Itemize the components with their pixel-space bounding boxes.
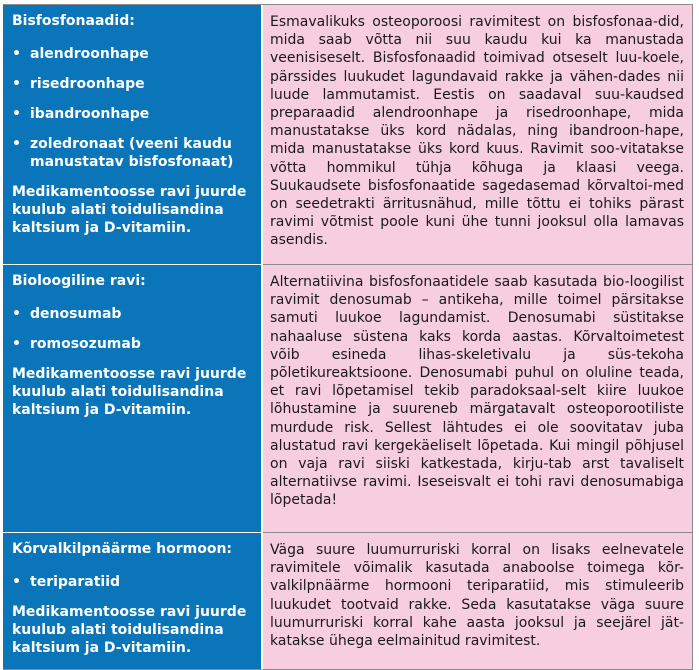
- drug-list: [12, 305, 253, 353]
- drug-group-title: Bisfosfonaadid:: [12, 13, 135, 29]
- drug-group-cell: [3, 533, 263, 670]
- drug-group-title: Bioloogiline ravi:: [12, 273, 146, 289]
- drug-item: • denosumab: [12, 305, 253, 323]
- description-cell: Alternatiivina bisfosfonaatidele saab kasutada bio-loogilist ravimit denosumab – antikeha, mille toimel pärsitakse samuti luukoe lagundamist. Denosumabi süstitakse nahaaluse süstena kaks korda aastas. Kõrvaltoimetest võib esineda lihas-skeletivalu ja süs-tekoha põletikureaktsioone. Denosumabi puhul on oluline teada, et ravi lõpetamisel tekib paradoksaal-selt kiire luukoe lõhustamine ja suureneb märgatavalt osteoporootiliste murdude risk. Sellest lähtudes ei ole soovitatav juba alustatud ravi kergekäeliselt lõpetada. Kui mingil põhjusel on vaja ravi siiski katkestada, kirju-tab arst tavaliselt alternatiivse ravimi. Iseseisvalt ei tohi ravi denosumabiga lõpetada!: [263, 265, 693, 533]
- supplement-note: Medikamentoosse ravi juurde kuulub alati toidulisandina kaltsium ja D-vitamiin.: [12, 604, 247, 656]
- description-cell: Väga suure luumurruriski korral on lisaks eelnevatele ravimitele võimalik kasutada anaboolse toimega kõr-valkilpnäärme hormooni teriparatiid, mis stimuleerib luukudet tootvaid rakke. Seda kasutatakse väga suure luumurruriski korral kahe aasta jooksul ja seejärel jät-katakse ühega eelmainitud ravimitest.: [263, 533, 693, 670]
- drug-group-title: Kõrvalkilpnäärme hormoon:: [12, 541, 233, 557]
- drug-group-cell: [3, 5, 263, 265]
- description-cell: Esmavalikuks osteoporoosi ravimitest on bisfosfonaa-did, mida saab võtta nii suu kaudu kui ka manustada veenisiseselt. Bisfosfonaadid toimivad otseselt luu-koele, pärssides luukudet lagundavaid rakke ja vähen-dades nii luude lammutamist. Eestis on saadaval suu-kaudsed preparaadid alendroonhape ja risedroonhape, mida manustatakse üks kord nädalas, ning ibandroon-hape, mida manustatakse üks kord kuus. Ravimit soo-vitatakse võtta hommikul tühja kõhuga ja klaasi veega. Suukaudsete bisfosfonaatide sagedasemad kõrvaltoi-med on seedetrakti ärritusnähud, mille tõttu ei tohiks pärast ravimi võtmist poole kuni ühe tunni jooksul olla lamavas asendis.: [263, 5, 693, 265]
- drug-list: [12, 45, 253, 171]
- drug-item: • romosozumab: [12, 335, 253, 353]
- supplement-note: Medikamentoosse ravi juurde kuulub alati toidulisandina kaltsium ja D-vitamiin.: [12, 366, 247, 418]
- drug-list: [12, 573, 253, 591]
- drug-item: • alendroonhape: [12, 45, 253, 63]
- supplement-note: Medikamentoosse ravi juurde kuulub alati toidulisandina kaltsium ja D-vitamiin.: [12, 184, 247, 236]
- drug-item: • ibandroonhape: [12, 105, 253, 123]
- drug-item: • teriparatiid: [12, 573, 253, 591]
- drug-item: • risedroonhape: [12, 75, 253, 93]
- drug-item: • zoledronaat (veeni kaudu manustatav bisfosfonaat): [12, 135, 253, 171]
- medication-table: [3, 4, 693, 670]
- drug-group-cell: [3, 265, 263, 533]
